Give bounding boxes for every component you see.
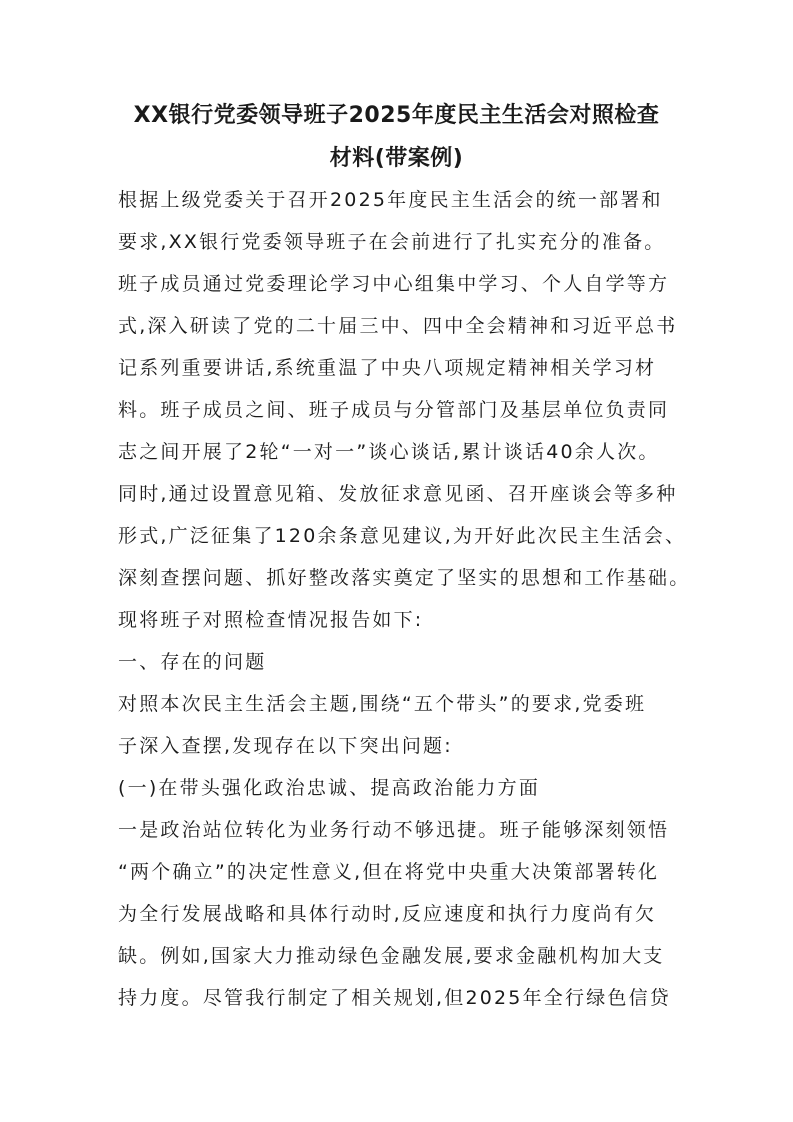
body-line: 缺。例如,国家大力推动绿色金融发展,要求金融机构加大支	[118, 945, 665, 967]
document-title-line-1: XX银行党委领导班子2025年度民主生活会对照检查	[133, 103, 660, 128]
body-line: 根据上级党委关于召开2025年度民主生活会的统一部署和	[118, 189, 663, 211]
body-line: 现将班子对照检查情况报告如下:	[118, 609, 424, 631]
body-line: 持力度。尽管我行制定了相关规划,但2025年全行绿色信贷	[118, 987, 671, 1009]
body-line: 记系列重要讲话,系统重温了中央八项规定精神相关学习材	[118, 357, 657, 379]
document-title-line-2: 材料(带案例)	[329, 146, 464, 171]
body-line: 深刻查摆问题、抓好整改落实奠定了坚实的思想和工作基础。	[118, 567, 691, 589]
body-line: 式,深入研读了党的二十届三中、四中全会精神和习近平总书	[118, 315, 678, 337]
body-line: “两个确立”的决定性意义,但在将党中央重大决策部署转化	[118, 861, 660, 883]
body-line: 志之间开展了2轮“一对一”谈心谈话,累计谈话40余人次。	[118, 441, 660, 463]
body-line: 子深入查摆,发现存在以下突出问题:	[118, 735, 453, 757]
body-line: 为全行发展战略和具体行动时,反应速度和执行力度尚有欠	[118, 903, 657, 925]
body-line: 同时,通过设置意见箱、发放征求意见函、召开座谈会等多种	[118, 483, 678, 505]
subsection-heading: (一)在带头强化政治忠诚、提高政治能力方面	[118, 777, 541, 799]
body-line: 一是政治站位转化为业务行动不够迅捷。班子能够深刻领悟	[118, 819, 670, 841]
section-heading: 一、存在的问题	[118, 651, 267, 673]
body-line: 形式,广泛征集了120余条意见建议,为开好此次民主生活会、	[118, 525, 687, 547]
body-line: 料。班子成员之间、班子成员与分管部门及基层单位负责同	[118, 399, 670, 421]
body-line: 班子成员通过党委理论学习中心组集中学习、个人自学等方	[118, 273, 670, 295]
body-line: 要求,XX银行党委领导班子在会前进行了扎实充分的准备。	[118, 231, 666, 253]
body-line: 对照本次民主生活会主题,围绕“五个带头”的要求,党委班	[118, 693, 647, 715]
